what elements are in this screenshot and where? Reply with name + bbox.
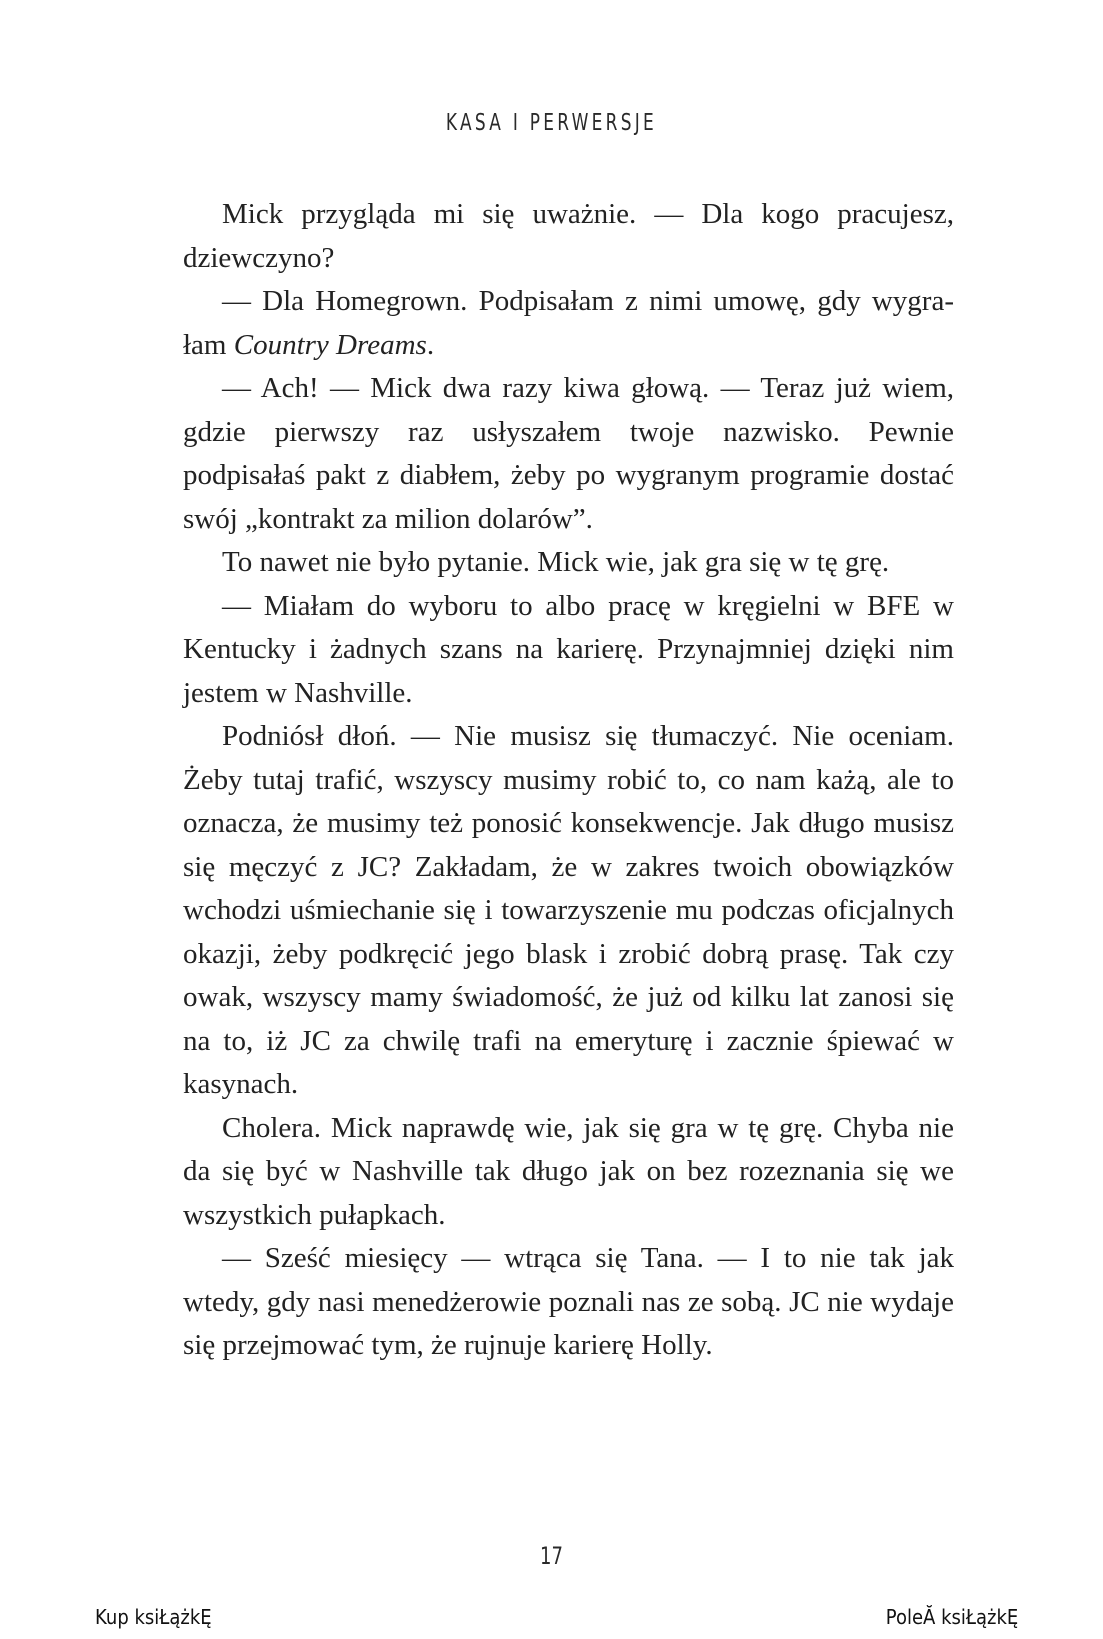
buy-book-link[interactable]: Kup ksiŁążkĘ	[95, 1605, 212, 1629]
paragraph: Cholera. Mick naprawdę wie, jak się gra w tę grę. Chyba nie da się być w Nashville tak długo jak on bez rozeznania się we wszystkich pułapkach.	[183, 1111, 954, 1231]
running-title: KASA I PERWERSJE	[445, 110, 658, 136]
paragraph: — Ach! — Mick dwa razy kiwa głową. — Teraz już wiem, gdzie pierwszy raz usłyszałem twoje nazwisko. Pewnie podpisałaś pakt z diabłem, żeby po wygranym programie dostać swój „kontrakt za milion dolarów”.	[183, 372, 954, 535]
paragraph	[183, 280, 954, 367]
paragraph: — Miałam do wyboru to albo pracę w kręgielni w BFE w Kentucky i żadnych szans na karierę. Przynajmniej dzięki nim jestem w Nashville.	[183, 589, 954, 709]
page-number: 17	[540, 1542, 563, 1570]
paragraph: To nawet nie było pytanie. Mick wie, jak gra się w tę grę.	[222, 546, 890, 578]
paragraph: Podniósł dłoń. — Nie musisz się tłumaczyć. Nie oceniam. Żeby tutaj trafić, wszyscy musimy robić to, co nam każą, ale to oznacza, że musimy też ponosić konsekwencje. Jak długo musisz się męczyć z JC? Zakładam, że w zakres twoich obowiązków wchodzi uśmiechanie się i towarzyszenie mu podczas oficjalnych okazji, żeby podkręcić jego blask i zrobić dobrą prasę. Tak czy owak, wszyscy mamy świadomość, że już od kilku lat zanosi się na to, iż JC za chwilę trafi na emeryturę i zacznie śpiewać w kasynach.	[183, 720, 954, 1100]
body-text	[183, 193, 954, 1368]
paragraph-text: — Dla Homegrown. Podpisałam z nimi umowę, gdy wygrałam	[183, 285, 954, 361]
paragraph: — Sześć miesięcy — wtrąca się Tana. — I to nie tak jak wtedy, gdy nasi menedżerowie poznali nas ze sobą. JC nie wydaje się przejmować tym, że rujnuje karierę Holly.	[183, 1242, 954, 1361]
paragraph: Mick przygląda mi się uważnie. — Dla kogo pracujesz, dziewczyno?	[183, 198, 954, 274]
book-title-italic: Country Dreams	[233, 328, 427, 361]
recommend-book-link[interactable]: PoleĂ ksiŁążkĘ	[885, 1605, 1018, 1629]
paragraph-text: .	[426, 328, 435, 361]
